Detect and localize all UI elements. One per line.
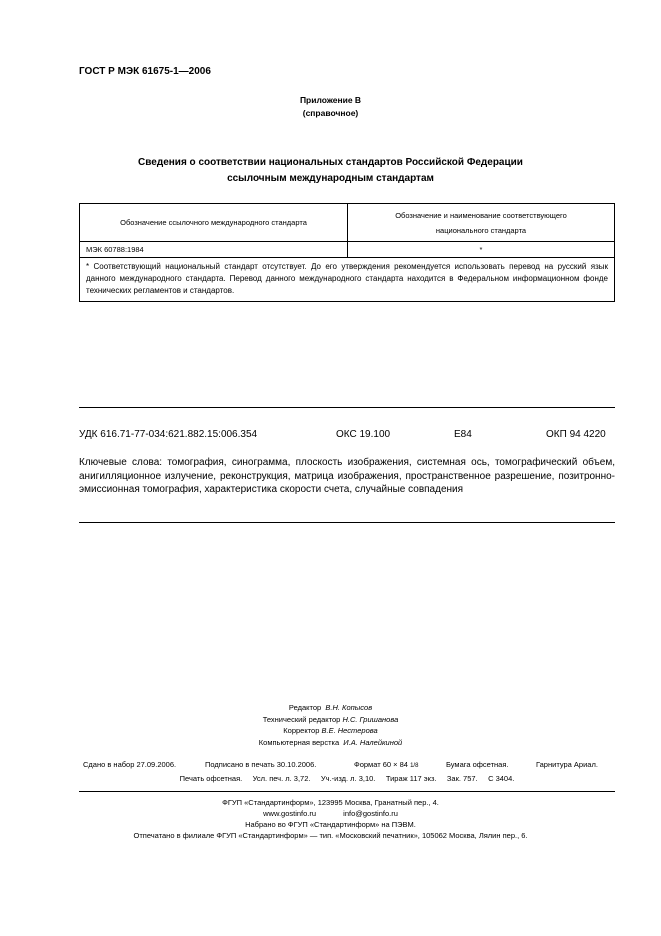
- group-code: Е84: [454, 429, 472, 440]
- printing-line2: Печать офсетная. Усл. печ. л. 3,72. Уч.-изд. л. 3,10. Тираж 117 экз. Зак. 757. С 3404.: [179, 774, 515, 783]
- print-signed: Подписано в печать 30.10.2006.: [205, 760, 317, 769]
- divider-top: [79, 407, 615, 408]
- print-format: Формат 60 × 84 1/8: [354, 760, 419, 769]
- credit-layout: Компьютерная верстка И.А. Налейкиной: [258, 737, 403, 747]
- col2-header-line2: национального стандарта: [435, 225, 527, 235]
- okp-code: ОКП 94 4220: [546, 429, 606, 440]
- print-paper: Бумага офсетная.: [446, 760, 509, 769]
- keywords: Ключевые слова: томография, синограмма, плоскость изображения, системная ось, томографический объем, анигилляционное излучение, реконструкция, матрица изображения, пространственное разрешение, позитронно-эмиссионная томография, характеристика скорости счета, случайные совпадения: [79, 457, 615, 495]
- publisher-printed: Отпечатано в филиале ФГУП «Стандартинформ» — тип. «Московский печатник», 105062 Москва, Лялин пер., 6.: [133, 831, 528, 840]
- table-note-row: [80, 258, 615, 302]
- reference-table: [79, 203, 615, 302]
- credits: [0, 702, 661, 748]
- annex-subtitle: (справочное): [302, 108, 359, 118]
- oks-code: ОКС 19.100: [336, 429, 391, 440]
- standard-id: ГОСТ Р МЭК 61675-1—2006: [79, 66, 211, 77]
- udk-code: УДК 616.71-77-034:621.882.15:006.354: [79, 429, 258, 440]
- section-title-line2: ссылочным международным стандартам: [227, 173, 434, 184]
- col2-header-line1: Обозначение и наименование соответствующего: [395, 210, 567, 220]
- table-row: [80, 242, 615, 258]
- intl-standard-cell: МЭК 60788:1984: [80, 242, 348, 258]
- divider-publisher: [79, 791, 615, 792]
- credit-corrector: Корректор В.Е. Нестерова: [283, 726, 378, 735]
- col1-header: Обозначение ссылочного международного стандарта: [80, 204, 348, 242]
- publisher-info: [0, 797, 661, 841]
- table-note: * Соответствующий национальный стандарт отсутствует. До его утверждения рекомендуется использовать перевод на русский язык данного международного стандарта. Перевод данного международного стандарта находится в Федеральном информационном фонде технических регламентов и стандартов.: [80, 258, 615, 302]
- publisher-contacts: [0, 808, 661, 819]
- section-title-line1: Сведения о соответствии национальных стандартов Российской Федерации: [138, 157, 523, 168]
- national-standard-cell: *: [348, 242, 615, 258]
- print-sent: Сдано в набор 27.09.2006.: [83, 760, 177, 769]
- annex-heading: [0, 94, 661, 120]
- table-header-row: [80, 204, 615, 242]
- publisher-site[interactable]: www.gostinfo.ru: [263, 809, 317, 818]
- credit-editor: Редактор В.Н. Копысов: [288, 703, 373, 712]
- credit-tech-editor: Технический редактор Н.С. Гришанова: [262, 714, 399, 724]
- print-font: Гарнитура Ариал.: [536, 760, 598, 769]
- section-title: [0, 155, 661, 187]
- format-fraction: 1/8: [410, 763, 419, 769]
- publisher-address: ФГУП «Стандартинформ», 123995 Москва, Гранатный пер., 4.: [222, 798, 439, 807]
- col2-header: [348, 204, 615, 242]
- annex-title: Приложение В: [299, 95, 362, 105]
- publisher-typeset: Набрано во ФГУП «Стандартинформ» на ПЭВМ.: [245, 820, 416, 829]
- divider-bottom: [79, 522, 615, 523]
- publisher-email[interactable]: info@gostinfo.ru: [343, 809, 398, 818]
